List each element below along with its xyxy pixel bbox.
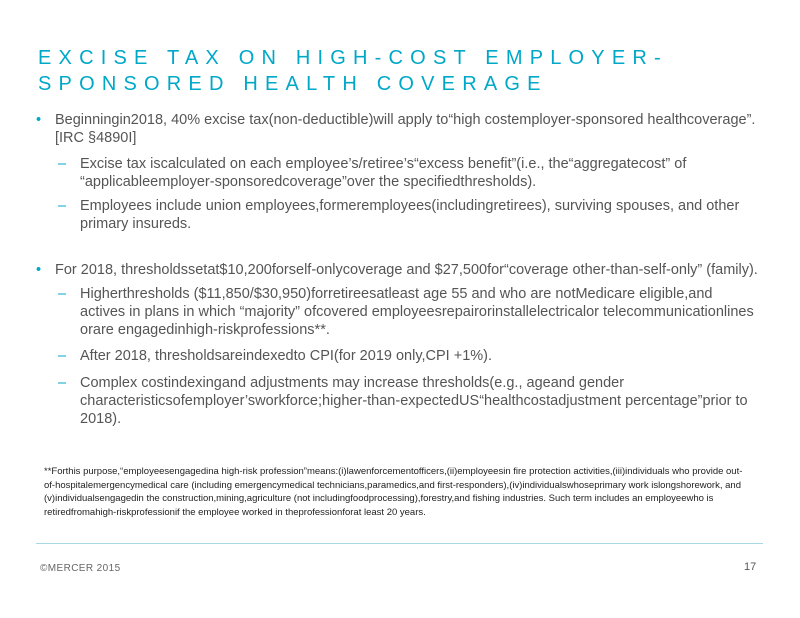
sub-bullet-item xyxy=(36,347,758,365)
slide-title xyxy=(38,45,768,97)
footnote: **Forthis purpose,“employeesengagedina high-risk profession”means:(i)lawenforcementofficers,(ii)employeesin fire protection activities,(iii)individuals who provide out-of-hospitalemergencymedical care (including emergencymedical technicians,paramedics,and first-responders),(iv)individualswhoseprimary work islongshorework, and (v)individualsengagedin the construction,mining,agriculture (not includingfoodprocessing),forestry,and fishing industries. Such term includes an employeewho is retiredfromahigh-riskprofessionif the employee worked in theprofessionforat least 20 years. xyxy=(44,466,743,518)
page-number: 17 xyxy=(744,561,757,573)
bullet-text: Beginningin2018, 40% excise tax(non-deductible)will apply to“high costemployer-sponsored healthcoverage”. [IRC §4890I] xyxy=(55,112,756,146)
sub-bullet-text: Employees include union employees,formeremployees(includingretirees), surviving spouses, and other primary insureds. xyxy=(80,198,740,232)
sub-bullet-marker: – xyxy=(58,198,67,214)
bullet-text: For 2018, thresholdssetat$10,200forself-onlycoverage and $27,500for“coverage other-than-self-only” (family). xyxy=(55,262,758,278)
sub-bullet-item xyxy=(36,155,758,191)
sub-bullet-text: Complex costindexingand adjustments may increase thresholds(e.g., ageand gender characteristicsofemployer’sworkforce;higher-than-expectedUS“healthcostadjustment percentage”prior to 2018). xyxy=(80,375,748,427)
bullet-item xyxy=(36,261,758,279)
sub-bullet-marker: – xyxy=(58,286,67,302)
sub-bullet-item xyxy=(36,285,758,339)
bullet-marker: • xyxy=(36,112,42,128)
slide-title-line-1: EXCISE TAX ON HIGH-COST EMPLOYER- xyxy=(38,47,668,69)
sub-bullet-text: Excise tax iscalculated on each employee’s/retiree’s“excess benefit”(i.e., the“aggregatecost” of “applicableemployer-sponsoredcoverage”over the specifiedthresholds). xyxy=(80,156,687,190)
footer-copyright: ©MERCER 2015 xyxy=(40,563,121,574)
slide-title-line-2: SPONSORED HEALTH COVERAGE xyxy=(38,73,548,95)
bullet-item xyxy=(36,111,758,147)
footer-divider xyxy=(36,543,763,544)
sub-bullet-marker: – xyxy=(58,348,67,364)
sub-bullet-marker: – xyxy=(58,375,67,391)
sub-bullet-item xyxy=(36,197,758,233)
sub-bullet-item xyxy=(36,374,758,428)
sub-bullet-text: Higherthresholds ($11,850/$30,950)forretireesatleast age 55 and who are notMedicare eligible,and actives in plans in which “majority” ofcovered employeesrepairorinstallelectricalor telecommunicationlines orare engagedinhigh-riskprofessions**. xyxy=(80,286,754,338)
bullet-marker: • xyxy=(36,262,42,278)
sub-bullet-text: After 2018, thresholdsareindexedto CPI(for 2019 only,CPI +1%). xyxy=(80,348,493,364)
slide-content xyxy=(36,111,758,428)
sub-bullet-marker: – xyxy=(58,156,67,172)
